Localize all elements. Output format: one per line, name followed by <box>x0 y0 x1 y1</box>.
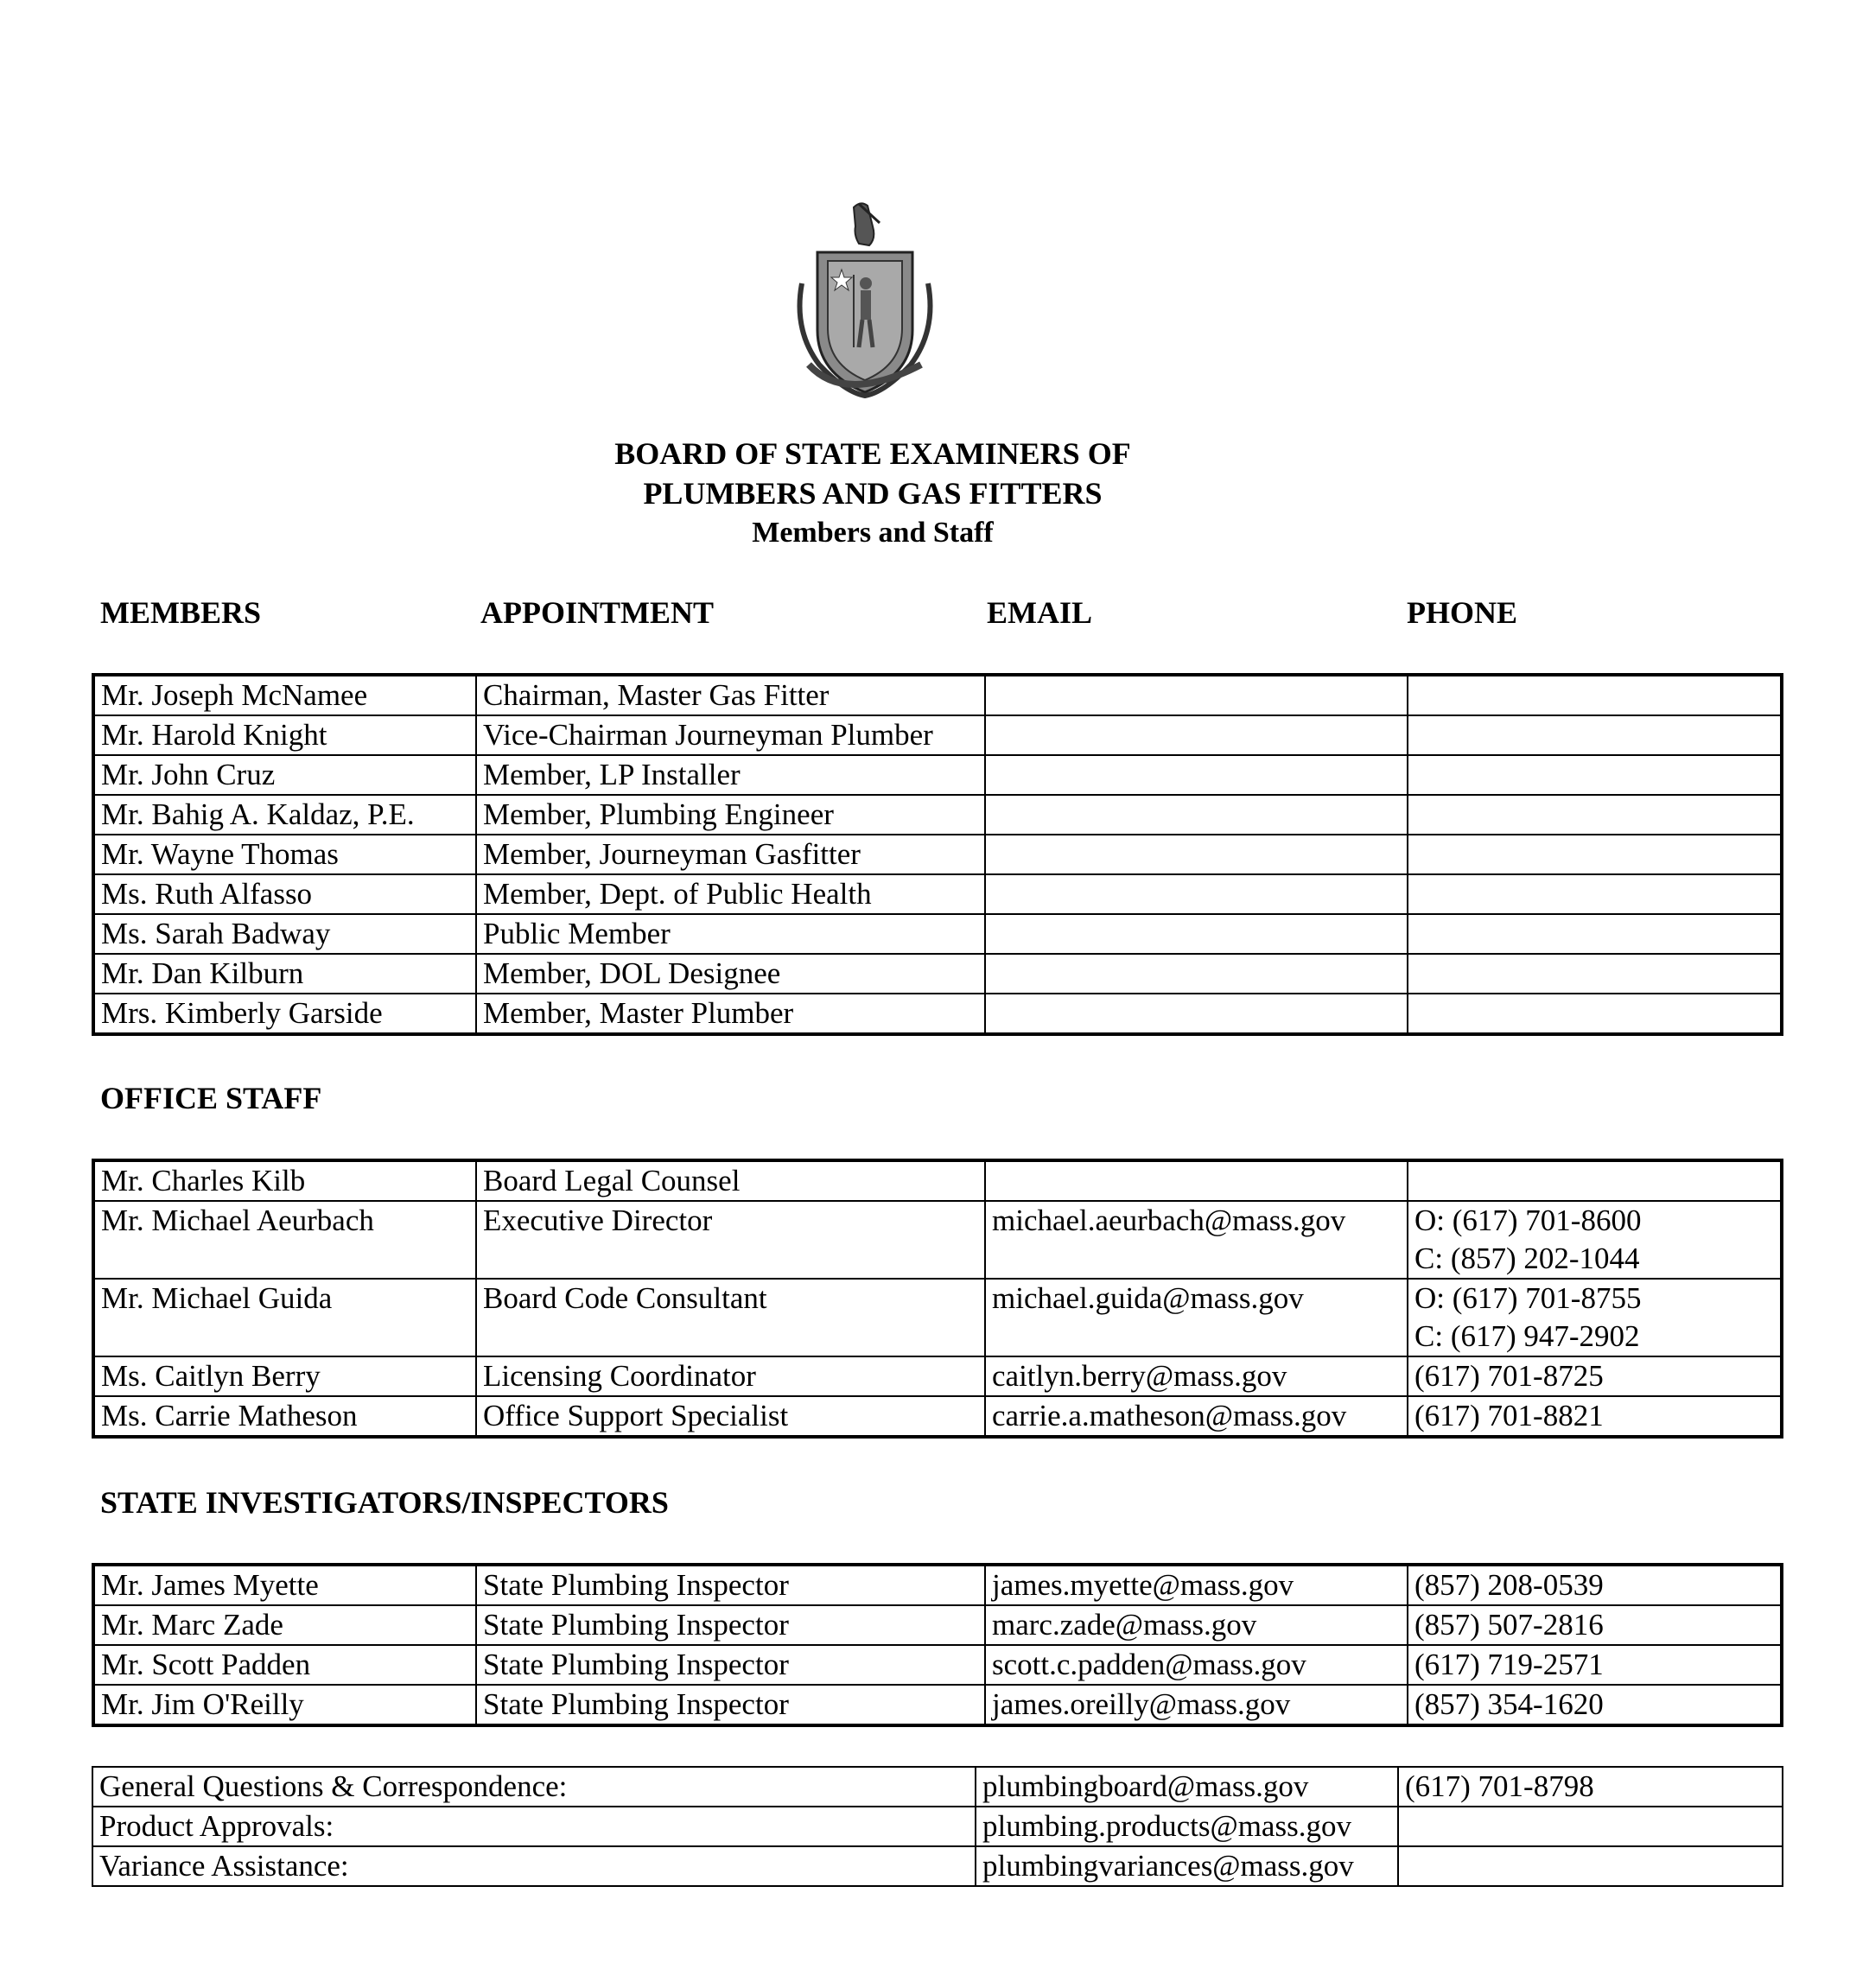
inspector-appointment: State Plumbing Inspector <box>476 1685 985 1725</box>
table-row <box>93 954 1782 994</box>
inspector-appointment: State Plumbing Inspector <box>476 1565 985 1605</box>
contact-email[interactable]: plumbingvariances@mass.gov <box>976 1846 1398 1886</box>
inspectors-table <box>92 1563 1783 1727</box>
member-appointment: Member, DOL Designee <box>476 954 985 994</box>
contact-phone <box>1398 1846 1783 1886</box>
member-name: Mr. Bahig A. Kaldaz, P.E. <box>93 795 476 835</box>
staff-name: Mr. Charles Kilb <box>93 1160 476 1201</box>
inspectors-heading: STATE INVESTIGATORS/INSPECTORS <box>100 1485 669 1520</box>
staff-office-phone: O: (617) 701-8600 <box>1414 1204 1642 1237</box>
member-appointment: Chairman, Master Gas Fitter <box>476 675 985 715</box>
member-email <box>985 715 1408 755</box>
staff-phone <box>1408 1356 1782 1396</box>
staff-name: Mr. Michael Guida <box>93 1279 476 1356</box>
inspector-phone: (617) 719-2571 <box>1408 1645 1782 1685</box>
member-phone <box>1408 994 1782 1034</box>
table-row <box>93 994 1782 1034</box>
member-phone <box>1408 675 1782 715</box>
contact-label: Variance Assistance: <box>92 1846 976 1886</box>
staff-office-phone: O: (617) 701-8755 <box>1414 1281 1642 1315</box>
table-row <box>93 874 1782 914</box>
inspector-email[interactable]: scott.c.padden@mass.gov <box>985 1645 1408 1685</box>
staff-phone-line: (617) 701-8725 <box>1414 1359 1604 1393</box>
office-staff-heading: OFFICE STAFF <box>100 1081 322 1115</box>
member-phone <box>1408 874 1782 914</box>
staff-phone <box>1408 1396 1782 1437</box>
table-row <box>93 1565 1782 1605</box>
inspector-name: Mr. Jim O'Reilly <box>93 1685 476 1725</box>
staff-email[interactable] <box>985 1160 1408 1201</box>
table-row <box>93 835 1782 874</box>
member-appointment: Public Member <box>476 914 985 954</box>
staff-name: Ms. Caitlyn Berry <box>93 1356 476 1396</box>
table-row <box>93 1279 1782 1356</box>
member-name: Mr. John Cruz <box>93 755 476 795</box>
staff-appointment: Board Code Consultant <box>476 1279 985 1356</box>
member-email <box>985 874 1408 914</box>
staff-cell-phone: C: (617) 947-2902 <box>1414 1319 1640 1353</box>
office-staff-table <box>92 1159 1783 1439</box>
table-row <box>92 1846 1783 1886</box>
staff-phone-line: (617) 701-8821 <box>1414 1399 1604 1432</box>
table-row <box>93 755 1782 795</box>
staff-phone <box>1408 1160 1782 1201</box>
inspector-email[interactable]: marc.zade@mass.gov <box>985 1605 1408 1645</box>
member-appointment: Member, Dept. of Public Health <box>476 874 985 914</box>
column-header-members: MEMBERS <box>100 595 262 630</box>
inspector-phone: (857) 208-0539 <box>1408 1565 1782 1605</box>
staff-appointment: Licensing Coordinator <box>476 1356 985 1396</box>
staff-email[interactable]: caitlyn.berry@mass.gov <box>985 1356 1408 1396</box>
member-email <box>985 914 1408 954</box>
member-email <box>985 994 1408 1034</box>
column-header-appointment: APPOINTMENT <box>480 595 714 630</box>
member-appointment: Member, Master Plumber <box>476 994 985 1034</box>
table-row <box>93 1605 1782 1645</box>
member-phone <box>1408 914 1782 954</box>
member-email <box>985 795 1408 835</box>
table-row <box>93 914 1782 954</box>
member-name: Ms. Ruth Alfasso <box>93 874 476 914</box>
staff-cell-phone: C: (857) 202-1044 <box>1414 1242 1640 1275</box>
contact-phone: (617) 701-8798 <box>1398 1767 1783 1807</box>
table-row <box>93 1160 1782 1201</box>
inspector-appointment: State Plumbing Inspector <box>476 1645 985 1685</box>
contact-phone <box>1398 1807 1783 1846</box>
table-row <box>93 675 1782 715</box>
inspector-appointment: State Plumbing Inspector <box>476 1605 985 1645</box>
member-email <box>985 954 1408 994</box>
contact-email[interactable]: plumbing.products@mass.gov <box>976 1807 1398 1846</box>
staff-email[interactable]: michael.guida@mass.gov <box>985 1279 1408 1356</box>
inspector-email[interactable]: james.oreilly@mass.gov <box>985 1685 1408 1725</box>
table-row <box>93 1201 1782 1279</box>
member-phone <box>1408 755 1782 795</box>
staff-name: Mr. Michael Aeurbach <box>93 1201 476 1279</box>
table-row <box>93 1685 1782 1725</box>
staff-appointment: Office Support Specialist <box>476 1396 985 1437</box>
staff-email[interactable]: carrie.a.matheson@mass.gov <box>985 1396 1408 1437</box>
inspector-name: Mr. Marc Zade <box>93 1605 476 1645</box>
table-row <box>93 1645 1782 1685</box>
inspector-phone: (857) 507-2816 <box>1408 1605 1782 1645</box>
page-subtitle: Members and Staff <box>752 517 994 549</box>
member-name: Mr. Wayne Thomas <box>93 835 476 874</box>
massachusetts-seal-icon <box>793 200 937 399</box>
member-name: Ms. Sarah Badway <box>93 914 476 954</box>
member-name: Mrs. Kimberly Garside <box>93 994 476 1034</box>
members-table <box>92 673 1783 1036</box>
staff-appointment: Executive Director <box>476 1201 985 1279</box>
staff-email[interactable]: michael.aeurbach@mass.gov <box>985 1201 1408 1279</box>
table-row <box>92 1807 1783 1846</box>
table-row <box>93 715 1782 755</box>
member-email <box>985 755 1408 795</box>
member-name: Mr. Joseph McNamee <box>93 675 476 715</box>
member-appointment: Member, LP Installer <box>476 755 985 795</box>
staff-name: Ms. Carrie Matheson <box>93 1396 476 1437</box>
member-phone <box>1408 715 1782 755</box>
staff-appointment: Board Legal Counsel <box>476 1160 985 1201</box>
contact-label: Product Approvals: <box>92 1807 976 1846</box>
column-header-email: EMAIL <box>987 595 1093 630</box>
member-phone <box>1408 795 1782 835</box>
member-name: Mr. Harold Knight <box>93 715 476 755</box>
inspector-phone: (857) 354-1620 <box>1408 1685 1782 1725</box>
contact-label: General Questions & Correspondence: <box>92 1767 976 1807</box>
member-email <box>985 835 1408 874</box>
contact-email[interactable]: plumbingboard@mass.gov <box>976 1767 1398 1807</box>
table-row <box>92 1767 1783 1807</box>
inspector-name: Mr. Scott Padden <box>93 1645 476 1685</box>
column-header-phone: PHONE <box>1407 595 1518 630</box>
page-title-line2: PLUMBERS AND GAS FITTERS <box>643 476 1103 511</box>
member-appointment: Member, Journeyman Gasfitter <box>476 835 985 874</box>
inspector-email[interactable]: james.myette@mass.gov <box>985 1565 1408 1605</box>
contacts-table <box>92 1766 1783 1887</box>
staff-phone <box>1408 1279 1782 1356</box>
member-appointment: Member, Plumbing Engineer <box>476 795 985 835</box>
member-phone <box>1408 954 1782 994</box>
member-phone <box>1408 835 1782 874</box>
member-name: Mr. Dan Kilburn <box>93 954 476 994</box>
table-row <box>93 1396 1782 1437</box>
page-title-line1: BOARD OF STATE EXAMINERS OF <box>614 436 1131 471</box>
table-row <box>93 795 1782 835</box>
table-row <box>93 1356 1782 1396</box>
member-email <box>985 675 1408 715</box>
staff-phone <box>1408 1201 1782 1279</box>
member-appointment: Vice-Chairman Journeyman Plumber <box>476 715 985 755</box>
inspector-name: Mr. James Myette <box>93 1565 476 1605</box>
